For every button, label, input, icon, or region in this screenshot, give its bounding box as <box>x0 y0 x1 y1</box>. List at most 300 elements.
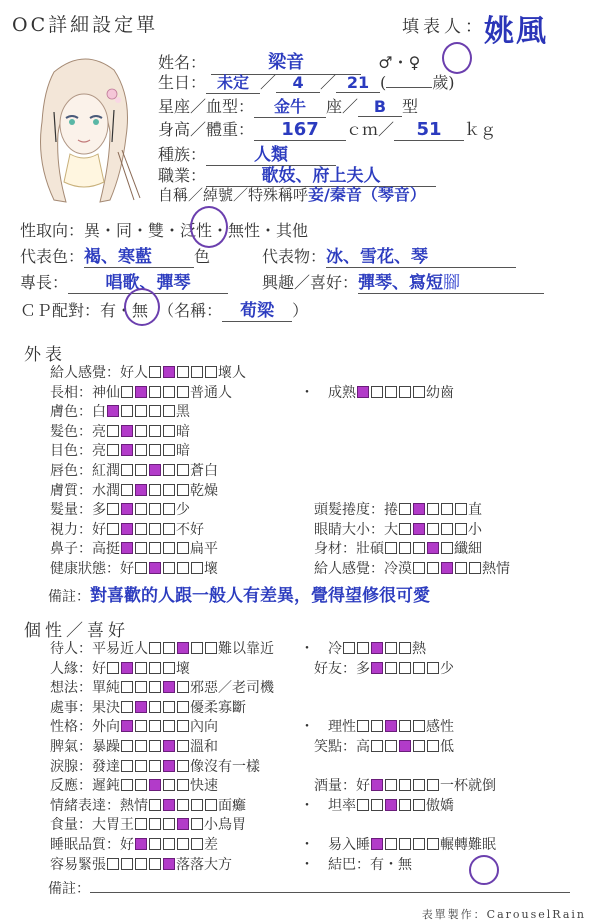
scale-checkbox[interactable] <box>371 662 383 674</box>
scale-checkbox[interactable] <box>177 740 189 752</box>
scale-checkbox[interactable] <box>163 818 175 830</box>
scale-left-end: 面癱 <box>218 797 246 814</box>
scale-checkbox[interactable] <box>357 386 369 398</box>
scale-checkbox[interactable] <box>177 484 189 496</box>
scale-row-right <box>300 795 454 815</box>
scale-checkbox[interactable] <box>135 740 147 752</box>
scale-separator: ・ <box>300 856 314 873</box>
scale-right-label: 易入睡 <box>328 837 370 853</box>
scale-row <box>50 756 260 776</box>
scale-row-right <box>300 499 482 519</box>
scale-checkbox[interactable] <box>163 642 175 654</box>
zodiac-value[interactable]: 金牛 <box>254 94 326 118</box>
scale-checkbox[interactable] <box>371 720 383 732</box>
scale-checkbox[interactable] <box>107 858 119 870</box>
scale-checkbox[interactable] <box>149 425 161 437</box>
personality-note-field[interactable] <box>90 892 570 893</box>
scale-checkbox[interactable] <box>455 523 467 535</box>
scale-checkbox[interactable] <box>399 503 411 515</box>
scale-left-label: 待人：平易近人 <box>50 641 148 657</box>
scale-checkbox[interactable] <box>427 779 439 791</box>
scale-checkbox[interactable] <box>177 799 189 811</box>
scale-checkbox[interactable] <box>135 701 147 713</box>
scale-left-end: 差 <box>204 837 218 853</box>
scale-right-label: 身材：壯碩 <box>314 541 384 558</box>
scale-left-label: 情緒表達：熱情 <box>50 797 148 814</box>
scale-checkbox[interactable] <box>163 464 175 476</box>
hobby-row <box>262 268 544 294</box>
scale-right-label: 給人感覺：冷漠 <box>314 561 412 577</box>
scale-right-end: 小 <box>468 521 482 538</box>
scale-checkbox[interactable] <box>135 484 147 496</box>
scale-checkbox[interactable] <box>149 386 161 398</box>
scale-checkbox[interactable] <box>121 740 133 752</box>
scale-checkbox[interactable] <box>163 701 175 713</box>
color-value[interactable]: 褐、寒藍 <box>84 242 194 268</box>
scale-checkbox[interactable] <box>371 779 383 791</box>
scale-checkbox[interactable] <box>135 720 147 732</box>
scale-left-label: 視力：好 <box>50 521 106 538</box>
zodiac-suffix: 座／ <box>326 97 359 116</box>
scale-checkbox[interactable] <box>121 701 133 713</box>
scale-left-label: 膚質：水潤 <box>50 482 120 499</box>
scale-left-end: 壞人 <box>218 365 246 381</box>
scale-checkbox[interactable] <box>413 503 425 515</box>
scale-checkbox[interactable] <box>163 425 175 437</box>
scale-checkbox[interactable] <box>357 799 369 811</box>
scale-right-end: 直 <box>468 502 482 519</box>
item-row <box>262 242 516 268</box>
scale-checkbox[interactable] <box>205 642 217 654</box>
scale-checkbox[interactable] <box>427 503 439 515</box>
scale-checkbox[interactable] <box>413 838 425 850</box>
scale-checkbox[interactable] <box>149 464 161 476</box>
scale-left-end: 普通人 <box>190 384 232 401</box>
scale-checkbox[interactable] <box>149 523 161 535</box>
scale-checkbox[interactable] <box>107 444 119 456</box>
scale-checkbox[interactable] <box>385 386 397 398</box>
scale-checkbox[interactable] <box>135 838 147 850</box>
scale-right-end: 感性 <box>426 719 454 736</box>
orientation-label: 性取向： <box>20 221 85 240</box>
scale-checkbox[interactable] <box>399 542 411 554</box>
scale-left-end: 小鳥胃 <box>204 817 246 834</box>
scale-checkbox[interactable] <box>177 720 189 732</box>
scale-separator: ・ <box>300 384 314 401</box>
scale-checkbox[interactable] <box>163 779 175 791</box>
scale-checkbox[interactable] <box>399 642 411 654</box>
color-row <box>20 242 210 268</box>
scale-checkbox[interactable] <box>163 484 175 496</box>
scale-checkbox[interactable] <box>135 779 147 791</box>
scale-left-end: 快速 <box>190 778 218 795</box>
scale-checkbox[interactable] <box>191 562 203 574</box>
scale-row <box>50 499 190 519</box>
scale-checkbox[interactable] <box>135 405 147 417</box>
scale-checkbox[interactable] <box>163 386 175 398</box>
scale-right-end: 傲嬌 <box>426 797 454 814</box>
scale-checkbox[interactable] <box>371 740 383 752</box>
race-value[interactable]: 人類 <box>206 140 336 166</box>
skill-row <box>20 268 228 294</box>
scale-checkbox[interactable] <box>177 760 189 772</box>
cp-row <box>20 296 308 322</box>
scale-checkbox[interactable] <box>413 720 425 732</box>
scale-checkbox[interactable] <box>121 760 133 772</box>
scale-left-end: 壞 <box>204 561 218 577</box>
scale-left-end: 扁平 <box>190 541 218 558</box>
scale-left-label: 食量：大胃王 <box>50 817 134 834</box>
scale-checkbox[interactable] <box>177 386 189 398</box>
scale-row <box>50 736 218 756</box>
cp-no[interactable]: 無 <box>132 301 149 320</box>
scale-checkbox[interactable] <box>357 720 369 732</box>
job-value[interactable]: 歌妓、府上夫人 <box>206 161 436 187</box>
scale-row-right <box>300 658 454 678</box>
scale-checkbox[interactable] <box>149 818 161 830</box>
scale-checkbox[interactable] <box>121 779 133 791</box>
scale-checkbox[interactable] <box>163 562 175 574</box>
orientation-options[interactable]: 異・同・雙・泛性・無性・其他 <box>84 221 309 240</box>
scale-checkbox[interactable] <box>413 662 425 674</box>
scale-checkbox[interactable] <box>343 642 355 654</box>
scale-checkbox[interactable] <box>441 562 453 574</box>
scale-checkbox[interactable] <box>121 405 133 417</box>
scale-right-label: 坦率 <box>328 797 356 814</box>
scale-checkbox[interactable] <box>121 681 133 693</box>
race-label: 種族： <box>158 145 207 164</box>
scale-checkbox[interactable] <box>399 799 411 811</box>
alias-label: 自稱／綽號／特殊稱呼 <box>158 186 309 204</box>
scale-checkbox[interactable] <box>399 386 411 398</box>
scale-checkbox[interactable] <box>135 464 147 476</box>
scale-checkbox[interactable] <box>413 799 425 811</box>
personality-note-label: 備註： <box>48 881 90 897</box>
scale-checkbox[interactable] <box>177 542 189 554</box>
scale-checkbox[interactable] <box>163 405 175 417</box>
scale-left-label: 給人感覺：好人 <box>50 365 148 381</box>
scale-right-label: 酒量：好 <box>314 778 370 795</box>
scale-left-label: 唇色：紅潤 <box>50 463 120 479</box>
scale-right-end: 纖細 <box>454 541 482 558</box>
birthday-month[interactable]: 4 <box>276 73 320 93</box>
scale-row <box>50 795 246 815</box>
scale-checkbox[interactable] <box>399 838 411 850</box>
scale-checkbox[interactable] <box>121 425 133 437</box>
scale-checkbox[interactable] <box>149 662 161 674</box>
scale-checkbox[interactable] <box>163 503 175 515</box>
scale-checkbox[interactable] <box>427 838 439 850</box>
scale-checkbox[interactable] <box>163 542 175 554</box>
scale-checkbox[interactable] <box>385 779 397 791</box>
scale-checkbox[interactable] <box>371 386 383 398</box>
scale-checkbox[interactable] <box>107 523 119 535</box>
scale-checkbox[interactable] <box>441 503 453 515</box>
scale-checkbox[interactable] <box>469 562 481 574</box>
scale-checkbox[interactable] <box>163 740 175 752</box>
filler-name: 姚風 <box>484 14 548 49</box>
scale-checkbox[interactable] <box>149 760 161 772</box>
scale-checkbox[interactable] <box>191 838 203 850</box>
scale-checkbox[interactable] <box>455 562 467 574</box>
scale-checkbox[interactable] <box>107 662 119 674</box>
cp-label: ＣＰ配對： <box>20 301 101 320</box>
scale-checkbox[interactable] <box>135 562 147 574</box>
scale-row-right <box>300 736 454 756</box>
scale-checkbox[interactable] <box>121 444 133 456</box>
scale-checkbox[interactable] <box>163 662 175 674</box>
scale-checkbox[interactable] <box>399 662 411 674</box>
scale-checkbox[interactable] <box>385 542 397 554</box>
scale-checkbox[interactable] <box>205 799 217 811</box>
scale-checkbox[interactable] <box>121 484 133 496</box>
weight-unit: ｋｇ <box>464 120 497 139</box>
cp-separator: ・ <box>116 301 133 320</box>
cp-yes[interactable]: 有 <box>100 301 117 320</box>
appearance-section-title: 外表 <box>24 345 66 365</box>
scale-checkbox[interactable] <box>135 425 147 437</box>
scale-checkbox[interactable] <box>121 720 133 732</box>
scale-checkbox[interactable] <box>163 681 175 693</box>
scale-checkbox[interactable] <box>177 838 189 850</box>
scale-checkbox[interactable] <box>371 642 383 654</box>
scale-checkbox[interactable] <box>135 760 147 772</box>
scale-checkbox[interactable] <box>135 444 147 456</box>
scale-left-end: 乾燥 <box>190 482 218 499</box>
female-symbol[interactable]: ♀ <box>408 53 421 72</box>
alias-value[interactable]: 妾/秦音（琴音） <box>308 185 426 204</box>
scale-left-label: 鼻子：高挺 <box>50 541 120 558</box>
skill-value[interactable]: 唱歌、彈琴 <box>68 268 228 294</box>
scale-checkbox[interactable] <box>177 642 189 654</box>
personality-section-title: 個性／喜好 <box>24 621 129 641</box>
birthday-year[interactable]: 未定 <box>206 70 260 94</box>
scale-left-label: 長相：神仙 <box>50 384 120 401</box>
scale-checkbox[interactable] <box>163 444 175 456</box>
scale-checkbox[interactable] <box>149 799 161 811</box>
scale-checkbox[interactable] <box>399 740 411 752</box>
scale-left-label: 性格：外向 <box>50 719 120 736</box>
scale-checkbox[interactable] <box>149 562 161 574</box>
scale-left-label: 反應：遲鈍 <box>50 778 120 795</box>
scale-checkbox[interactable] <box>107 405 119 417</box>
item-value[interactable]: 冰、雪花、琴 <box>326 242 516 268</box>
zodiac-row <box>158 94 418 118</box>
scale-row <box>50 834 218 854</box>
scale-checkbox[interactable] <box>135 662 147 674</box>
scale-left-label: 處事：果決 <box>50 699 120 716</box>
scale-left-label: 目色：亮 <box>50 443 106 460</box>
scale-checkbox[interactable] <box>385 662 397 674</box>
scale-checkbox[interactable] <box>191 642 203 654</box>
scale-checkbox[interactable] <box>191 818 203 830</box>
scale-checkbox[interactable] <box>399 720 411 732</box>
scale-left-label: 髮色：亮 <box>50 423 106 440</box>
scale-checkbox[interactable] <box>427 542 439 554</box>
scale-checkbox[interactable] <box>121 858 133 870</box>
scale-checkbox[interactable] <box>121 662 133 674</box>
scale-left-label: 健康狀態：好 <box>50 561 134 577</box>
appearance-note-row <box>48 581 430 606</box>
scale-checkbox[interactable] <box>413 523 425 535</box>
scale-left-label: 脾氣：暴躁 <box>50 739 120 755</box>
cp-name-close: ） <box>292 301 309 320</box>
male-symbol[interactable]: ♂ <box>378 53 393 72</box>
scale-checkbox[interactable] <box>149 444 161 456</box>
scale-right-label: 眼睛大小：大 <box>314 521 398 538</box>
scale-checkbox[interactable] <box>205 366 217 378</box>
scale-checkbox[interactable] <box>135 858 147 870</box>
scale-checkbox[interactable] <box>413 386 425 398</box>
scale-right-label: 好友：多 <box>314 660 370 677</box>
scale-left-end: 像沒有一樣 <box>190 758 260 775</box>
scale-checkbox[interactable] <box>441 523 453 535</box>
scale-checkbox[interactable] <box>385 642 397 654</box>
scale-checkbox[interactable] <box>177 818 189 830</box>
scale-checkbox[interactable] <box>455 503 467 515</box>
scale-left-end: 暗 <box>176 443 190 460</box>
scale-checkbox[interactable] <box>413 542 425 554</box>
scale-checkbox[interactable] <box>135 503 147 515</box>
orientation-row <box>20 218 308 241</box>
blood-value[interactable]: B <box>358 97 402 117</box>
scale-checkbox[interactable] <box>163 366 175 378</box>
birthday-day[interactable]: 21 <box>336 73 380 93</box>
credit-text: 表單製作：CarouselRain <box>421 908 586 921</box>
scale-checkbox[interactable] <box>177 681 189 693</box>
scale-checkbox[interactable] <box>149 542 161 554</box>
birthday-row <box>158 70 455 94</box>
scale-checkbox[interactable] <box>177 366 189 378</box>
cp-name-open: （名稱： <box>158 301 223 320</box>
scale-checkbox[interactable] <box>163 760 175 772</box>
scale-row <box>50 519 204 539</box>
scale-left-end: 黑 <box>176 404 190 421</box>
scale-checkbox[interactable] <box>177 779 189 791</box>
scale-checkbox[interactable] <box>135 542 147 554</box>
scale-checkbox[interactable] <box>357 642 369 654</box>
scale-checkbox[interactable] <box>149 740 161 752</box>
gender-separator: ・ <box>392 53 409 72</box>
scale-checkbox[interactable] <box>385 720 397 732</box>
scale-row-right <box>300 538 482 558</box>
scale-checkbox[interactable] <box>177 562 189 574</box>
scale-checkbox[interactable] <box>163 720 175 732</box>
scale-checkbox[interactable] <box>385 838 397 850</box>
scale-checkbox[interactable] <box>371 799 383 811</box>
scale-checkbox[interactable] <box>149 484 161 496</box>
scale-checkbox[interactable] <box>177 701 189 713</box>
appearance-note-value[interactable]: 對喜歡的人跟一般人有差異，覺得望修很可愛 <box>90 586 430 606</box>
scale-right-end: 幼齒 <box>426 384 454 401</box>
scale-checkbox[interactable] <box>135 818 147 830</box>
scale-checkbox[interactable] <box>413 779 425 791</box>
scale-row <box>50 854 232 874</box>
scale-right-label: 結巴：有・ <box>328 856 398 873</box>
scale-row <box>50 460 218 480</box>
scale-checkbox[interactable] <box>121 386 133 398</box>
scale-checkbox[interactable] <box>121 503 133 515</box>
scale-checkbox[interactable] <box>163 523 175 535</box>
scale-checkbox[interactable] <box>177 464 189 476</box>
scale-checkbox[interactable] <box>385 740 397 752</box>
scale-left-label: 髮量：多 <box>50 502 106 519</box>
scale-left-end: 暗 <box>176 423 190 440</box>
scale-checkbox[interactable] <box>149 838 161 850</box>
scale-checkbox[interactable] <box>149 642 161 654</box>
scale-checkbox[interactable] <box>191 799 203 811</box>
scale-checkbox[interactable] <box>149 779 161 791</box>
scale-checkbox[interactable] <box>413 562 425 574</box>
form-title: OC詳細設定單 <box>12 14 159 36</box>
scale-checkbox[interactable] <box>121 523 133 535</box>
scale-checkbox[interactable] <box>149 681 161 693</box>
scale-checkbox[interactable] <box>427 662 439 674</box>
scale-right-label: 冷 <box>328 641 342 657</box>
scale-checkbox[interactable] <box>121 464 133 476</box>
scale-row <box>50 658 190 678</box>
height-value[interactable]: 167 <box>254 119 346 141</box>
scale-checkbox[interactable] <box>371 838 383 850</box>
scale-checkbox[interactable] <box>135 386 147 398</box>
scale-left-end: 少 <box>176 502 190 519</box>
scale-checkbox[interactable] <box>121 542 133 554</box>
scale-checkbox[interactable] <box>163 858 175 870</box>
height-unit: ｃｍ／ <box>346 120 395 139</box>
scale-checkbox[interactable] <box>107 425 119 437</box>
scale-checkbox[interactable] <box>135 681 147 693</box>
scale-checkbox[interactable] <box>399 523 411 535</box>
scale-checkbox[interactable] <box>149 858 161 870</box>
scale-checkbox[interactable] <box>441 542 453 554</box>
hobby-value-text: 彈琴、寫短 <box>358 273 444 293</box>
scale-separator: ・ <box>300 641 314 657</box>
name-value[interactable]: 梁音 <box>211 48 361 75</box>
scale-right-end: 少 <box>440 660 454 677</box>
body-row <box>158 117 496 141</box>
color-label: 代表色： <box>20 247 85 266</box>
appearance-note-label: 備註： <box>48 589 90 605</box>
scale-checkbox[interactable] <box>107 503 119 515</box>
scale-row-right <box>300 558 510 578</box>
cp-name-value[interactable]: 荀梁 <box>222 296 292 322</box>
hobby-value[interactable] <box>358 268 544 294</box>
scale-checkbox[interactable] <box>427 523 439 535</box>
birthday-separator: ／ <box>320 73 337 92</box>
skill-label: 專長： <box>20 273 69 292</box>
scale-row <box>50 440 190 460</box>
scale-checkbox[interactable] <box>413 740 425 752</box>
scale-left-label: 人緣：好 <box>50 660 106 677</box>
scale-checkbox[interactable] <box>149 503 161 515</box>
scale-checkbox[interactable] <box>427 562 439 574</box>
scale-checkbox[interactable] <box>191 366 203 378</box>
scale-checkbox[interactable] <box>149 405 161 417</box>
scale-checkbox[interactable] <box>135 523 147 535</box>
scale-checkbox[interactable] <box>163 799 175 811</box>
scale-checkbox[interactable] <box>149 720 161 732</box>
scale-checkbox[interactable] <box>149 366 161 378</box>
scale-checkbox[interactable] <box>149 701 161 713</box>
zodiac-label: 星座／血型： <box>158 97 255 116</box>
age-field[interactable] <box>386 87 432 88</box>
scale-checkbox[interactable] <box>427 740 439 752</box>
scale-checkbox[interactable] <box>163 838 175 850</box>
scale-checkbox[interactable] <box>385 799 397 811</box>
scale-checkbox[interactable] <box>399 779 411 791</box>
scale-right-label: 成熟 <box>328 384 356 401</box>
weight-value[interactable]: 51 <box>394 119 464 141</box>
